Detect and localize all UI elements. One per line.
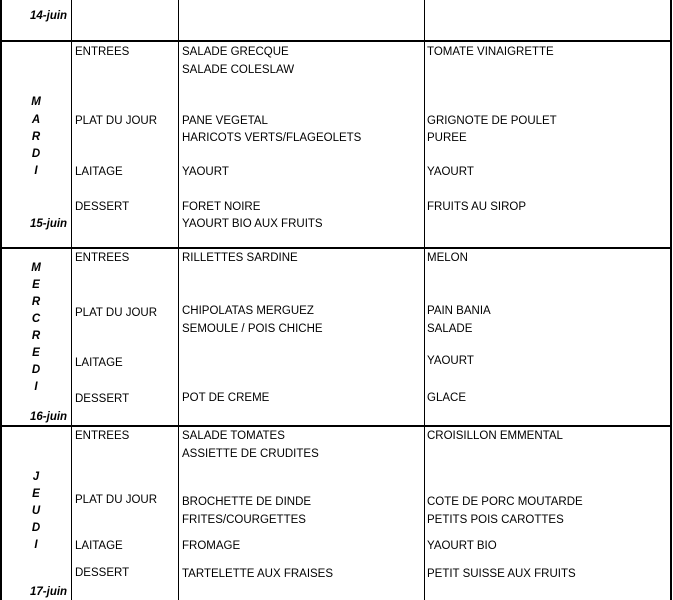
day-letter: I xyxy=(34,381,38,393)
menu-item: PETITS POIS CAROTTES xyxy=(427,514,564,526)
course-label: LAITAGE xyxy=(75,357,123,369)
menu-item: CHIPOLATAS MERGUEZ xyxy=(182,305,314,317)
grid-line xyxy=(0,0,2,600)
grid-line xyxy=(424,0,425,600)
course-label: PLAT DU JOUR xyxy=(75,494,158,506)
course-label: DESSERT xyxy=(75,393,130,405)
day-letter: U xyxy=(31,505,41,517)
day-date: 15-juin xyxy=(30,218,68,230)
menu-item: YAOURT BIO xyxy=(427,540,497,552)
menu-item: TOMATE VINAIGRETTE xyxy=(427,46,554,58)
day-letter: I xyxy=(34,539,38,551)
day-letter: R xyxy=(31,131,41,143)
menu-item: COTE DE PORC MOUTARDE xyxy=(427,496,583,508)
menu-item: FORET NOIRE xyxy=(182,201,261,213)
menu-item: SALADE GRECQUE xyxy=(182,46,289,58)
course-label: ENTREES xyxy=(75,252,130,264)
course-label: PLAT DU JOUR xyxy=(75,307,158,319)
menu-item: YAOURT xyxy=(182,166,229,178)
menu-item: SALADE xyxy=(427,323,473,335)
day-letter: D xyxy=(31,364,41,376)
day-date: 16-juin xyxy=(30,411,68,423)
course-label: ENTREES xyxy=(75,430,130,442)
menu-item: GLACE xyxy=(427,392,466,404)
day-separator xyxy=(0,247,672,249)
course-label: ENTREES xyxy=(75,46,130,58)
menu-item: FRUITS AU SIROP xyxy=(427,201,527,213)
day-letter: E xyxy=(32,347,40,359)
day-letter: M xyxy=(31,262,41,274)
grid-line xyxy=(178,0,179,600)
menu-item: TARTELETTE AUX FRAISES xyxy=(182,568,334,580)
menu-item: SEMOULE / POIS CHICHE xyxy=(182,323,323,335)
grid-line xyxy=(670,0,672,600)
menu-item: POT DE CREME xyxy=(182,392,270,404)
day-separator xyxy=(0,40,672,42)
day-date: 17-juin xyxy=(30,586,68,598)
day-letter: I xyxy=(34,165,38,177)
course-label: LAITAGE xyxy=(75,166,123,178)
course-label: LAITAGE xyxy=(75,540,123,552)
course-label: DESSERT xyxy=(75,567,130,579)
menu-item: RILLETTES SARDINE xyxy=(182,252,298,264)
day-letter: M xyxy=(31,96,41,108)
menu-item: FRITES/COURGETTES xyxy=(182,514,306,526)
day-letter: R xyxy=(31,296,41,308)
menu-item: BROCHETTE DE DINDE xyxy=(182,496,312,508)
day-letter: R xyxy=(31,330,41,342)
course-label: DESSERT xyxy=(75,201,130,213)
course-label: PLAT DU JOUR xyxy=(75,115,158,127)
grid-line xyxy=(71,0,72,600)
menu-item: HARICOTS VERTS/FLAGEOLETS xyxy=(182,132,362,144)
menu-item: ASSIETTE DE CRUDITES xyxy=(182,448,319,460)
menu-item: YAOURT xyxy=(427,355,474,367)
day-letter: J xyxy=(32,471,40,483)
day-letter: A xyxy=(31,114,41,126)
day-letter: E xyxy=(32,488,40,500)
menu-item: GRIGNOTE DE POULET xyxy=(427,115,557,127)
menu-item: PUREE xyxy=(427,132,467,144)
menu-item: MELON xyxy=(427,252,468,264)
day-date: 14-juin xyxy=(30,10,68,22)
menu-item: YAOURT BIO AUX FRUITS xyxy=(182,218,323,230)
day-letter: E xyxy=(32,279,40,291)
day-separator xyxy=(0,425,672,427)
day-letter: C xyxy=(31,313,41,325)
day-letter: D xyxy=(31,148,41,160)
menu-item: CROISILLON EMMENTAL xyxy=(427,430,563,442)
menu-item: PAIN BANIA xyxy=(427,305,491,317)
menu-item: FROMAGE xyxy=(182,540,241,552)
menu-item: SALADE COLESLAW xyxy=(182,64,295,76)
menu-item: YAOURT xyxy=(427,166,474,178)
menu-item: PETIT SUISSE AUX FRUITS xyxy=(427,568,576,580)
menu-item: PANE VEGETAL xyxy=(182,115,268,127)
menu-item: SALADE TOMATES xyxy=(182,430,285,442)
day-letter: D xyxy=(31,522,41,534)
